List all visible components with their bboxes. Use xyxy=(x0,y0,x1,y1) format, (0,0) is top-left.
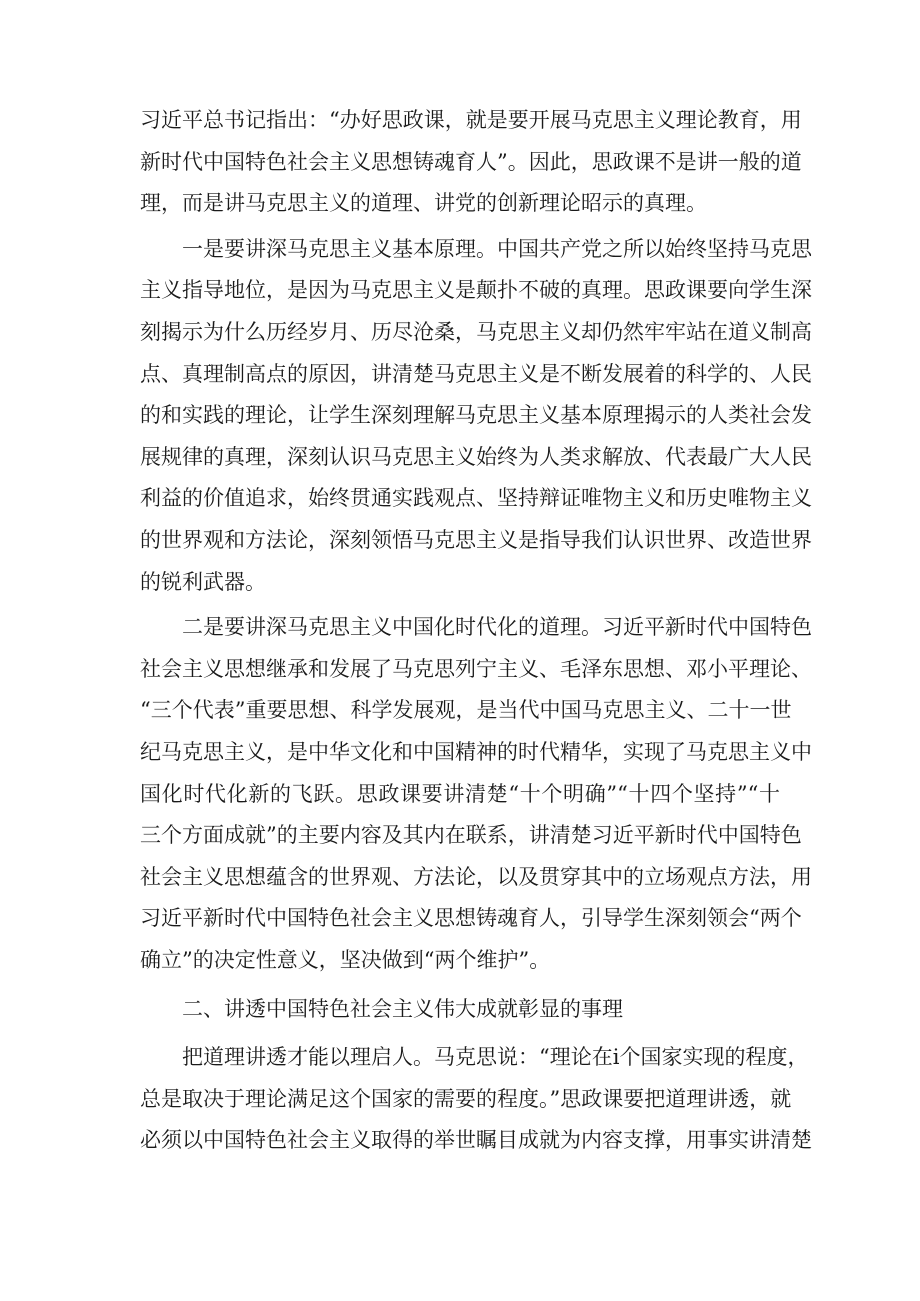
text-line: 二是要讲深马克思主义中国化时代化的道理。习近平新时代中国特色 xyxy=(182,615,812,640)
section-heading-text: 二、讲透中国特色社会主义伟大成就彰显的事理 xyxy=(182,997,623,1022)
text-line: 必须以中国特色社会主义取得的举世瞩目成就为内容支撑，用事实讲清楚 xyxy=(140,1128,812,1153)
text-line: 展规律的真理，深刻认识马克思主义始终为人类求解放、代表最广大人民 xyxy=(140,444,812,469)
text-line: 利益的价值追求，始终贯通实践观点、坚持辩证唯物主义和历史唯物主义 xyxy=(140,486,812,511)
paragraph-point-one xyxy=(140,229,812,603)
text-line: 社会主义思想蕴含的世界观、方法论，以及贯穿其中的立场观点方法，用 xyxy=(140,864,812,889)
text-line: 三个方面成就”的主要内容及其内在联系，讲清楚习近平新时代中国特色 xyxy=(140,823,802,848)
text-line: 把道理讲透才能以理启人。马克思说：“理论在i个国家实现的程度， xyxy=(182,1045,809,1070)
paragraph-section-two-body xyxy=(140,1037,812,1162)
text-line: 新时代中国特色社会主义思想铸魂育人”。因此，思政课不是讲一般的道 xyxy=(140,149,802,174)
text-line: 纪马克思主义，是中华文化和中国精神的时代精华，实现了马克思主义中 xyxy=(140,739,812,764)
body-text xyxy=(140,100,812,1162)
paragraph-intro xyxy=(140,100,802,225)
text-line: 习近平总书记指出：“办好思政课，就是要开展马克思主义理论教育，用 xyxy=(140,108,802,132)
text-line: 一是要讲深马克思主义基本原理。中国共产党之所以始终坚持马克思 xyxy=(182,236,812,261)
text-line: 社会主义思想继承和发展了马克思列宁主义、毛泽东思想、邓小平理论、 xyxy=(140,656,812,681)
text-line: “三个代表”重要思想、科学发展观，是当代中国马克思主义、二十一世 xyxy=(140,698,792,723)
text-line: 的世界观和方法论，深刻领悟马克思主义是指导我们认识世界、改造世界 xyxy=(140,527,812,552)
paragraph-point-two xyxy=(140,607,812,981)
text-line: 国化时代化新的飞跃。思政课要讲清楚“十个明确”“十四个坚持”“十 xyxy=(140,781,780,806)
text-line: 理，而是讲马克思主义的道理、讲党的创新理论昭示的真理。 xyxy=(140,191,707,216)
text-line: 总是取决于理论满足这个国家的需要的程度。”思政课要把道理讲透，就 xyxy=(140,1086,792,1111)
text-line: 的和实践的理论，让学生深刻理解马克思主义基本原理揭示的人类社会发 xyxy=(140,403,812,428)
text-line: 点、真理制高点的原因，讲清楚马克思主义是不断发展着的科学的、人民 xyxy=(140,361,812,386)
text-line: 确立”的决定性意义，坚决做到“两个维护”。 xyxy=(140,947,551,972)
text-line: 刻揭示为什么历经岁月、历尽沧桑，马克思主义却仍然牢牢站在道义制高 xyxy=(140,319,812,344)
text-line: 习近平新时代中国特色社会主义思想铸魂育人，引导学生深刻领会“两个 xyxy=(140,906,802,931)
text-line: 主义指导地位，是因为马克思主义是颠扑不破的真理。思政课要向学生深 xyxy=(140,278,812,303)
text-line: 的锐利武器。 xyxy=(140,569,266,594)
section-heading xyxy=(140,989,780,1031)
